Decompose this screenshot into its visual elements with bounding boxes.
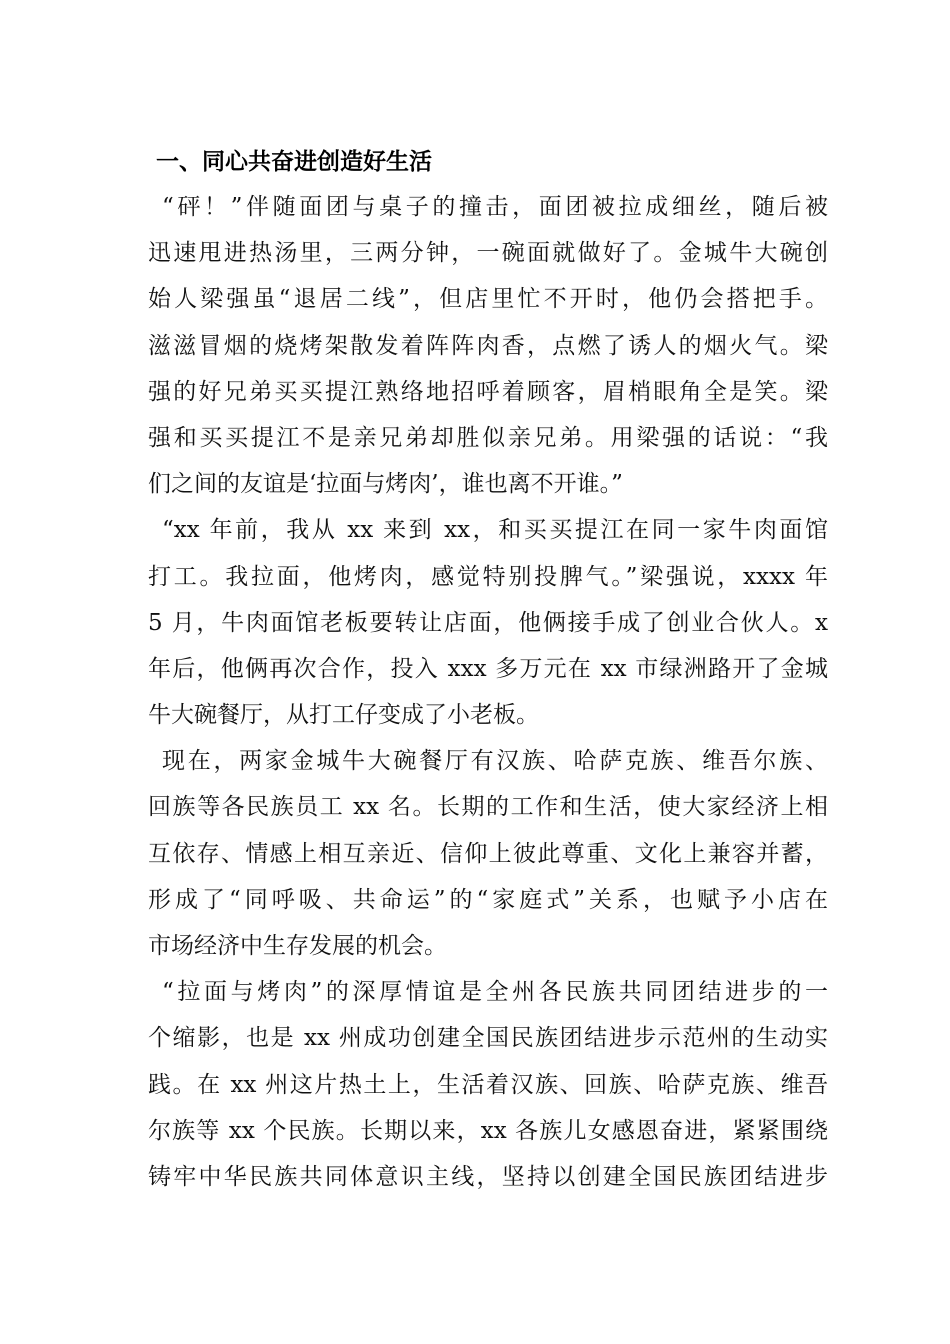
paragraph-line: 牛大碗餐厅，从打工仔变成了小老板。 — [148, 702, 539, 729]
paragraph-line: 强的好兄弟买买提江熟络地招呼着顾客，眉梢眼角全是笑。梁 — [148, 378, 828, 405]
paragraph-line: 个缩影，也是 xx 州成功创建全国民族团结进步示范州的生动实 — [148, 1025, 828, 1052]
paragraph-line: 们之间的友谊是‘拉面与烤肉’，谁也离不开谁。” — [148, 471, 623, 498]
section-heading: 一、同心共奋进创造好生活 — [156, 149, 432, 175]
paragraph-line: 始人梁强虽“退居二线”，但店里忙不开时，他仍会搭把手。 — [148, 286, 828, 313]
paragraph-line: “砰！”伴随面团与桌子的撞击，面团被拉成细丝，随后被 — [162, 194, 828, 220]
paragraph-line: 年后，他俩再次合作，投入 xxx 多万元在 xx 市绿洲路开了金城 — [148, 655, 828, 682]
paragraph-line: 践。在 xx 州这片热土上，生活着汉族、回族、哈萨克族、维吾 — [148, 1071, 828, 1098]
paragraph-line: 市场经济中生存发展的机会。 — [148, 933, 447, 959]
paragraph-line: 回族等各民族员工 xx 名。长期的工作和生活，使大家经济上相 — [148, 794, 828, 821]
paragraph-line: 现在，两家金城牛大碗餐厅有汉族、哈萨克族、维吾尔族、 — [162, 748, 828, 775]
paragraph-line: 铸牢中华民族共同体意识主线，坚持以创建全国民族团结进步 — [148, 1163, 828, 1190]
paragraph-line: 互依存、情感上相互亲近、信仰上彼此尊重、文化上兼容并蓄， — [148, 840, 828, 867]
paragraph-line: 尔族等 xx 个民族。长期以来，xx 各族儿女感恩奋进，紧紧围绕 — [148, 1117, 828, 1144]
paragraph-line: 5 月，牛肉面馆老板要转让店面，他俩接手成了创业合伙人。x — [148, 609, 828, 636]
paragraph-line: 强和买买提江不是亲兄弟却胜似亲兄弟。用梁强的话说：“我 — [148, 424, 828, 451]
paragraph-1 — [148, 184, 828, 507]
paragraph-line: 打工。我拉面，他烤肉，感觉特别投脾气。”梁强说，xxxx 年 — [148, 563, 828, 590]
paragraph-2 — [148, 507, 828, 738]
document-body — [148, 140, 828, 1200]
paragraph-line: 迅速甩进热汤里，三两分钟，一碗面就做好了。金城牛大碗创 — [148, 240, 828, 267]
paragraph-line: “xx 年前，我从 xx 来到 xx，和买买提江在同一家牛肉面馆 — [162, 517, 828, 544]
paragraph-line: 滋滋冒烟的烧烤架散发着阵阵肉香，点燃了诱人的烟火气。梁 — [148, 332, 828, 359]
paragraph-4 — [148, 969, 828, 1200]
paragraph-3 — [148, 738, 828, 969]
paragraph-line: 形成了“同呼吸、共命运”的“家庭式”关系，也赋予小店在 — [148, 886, 828, 913]
paragraph-line: “拉面与烤肉”的深厚情谊是全州各民族共同团结进步的一 — [162, 979, 828, 1006]
